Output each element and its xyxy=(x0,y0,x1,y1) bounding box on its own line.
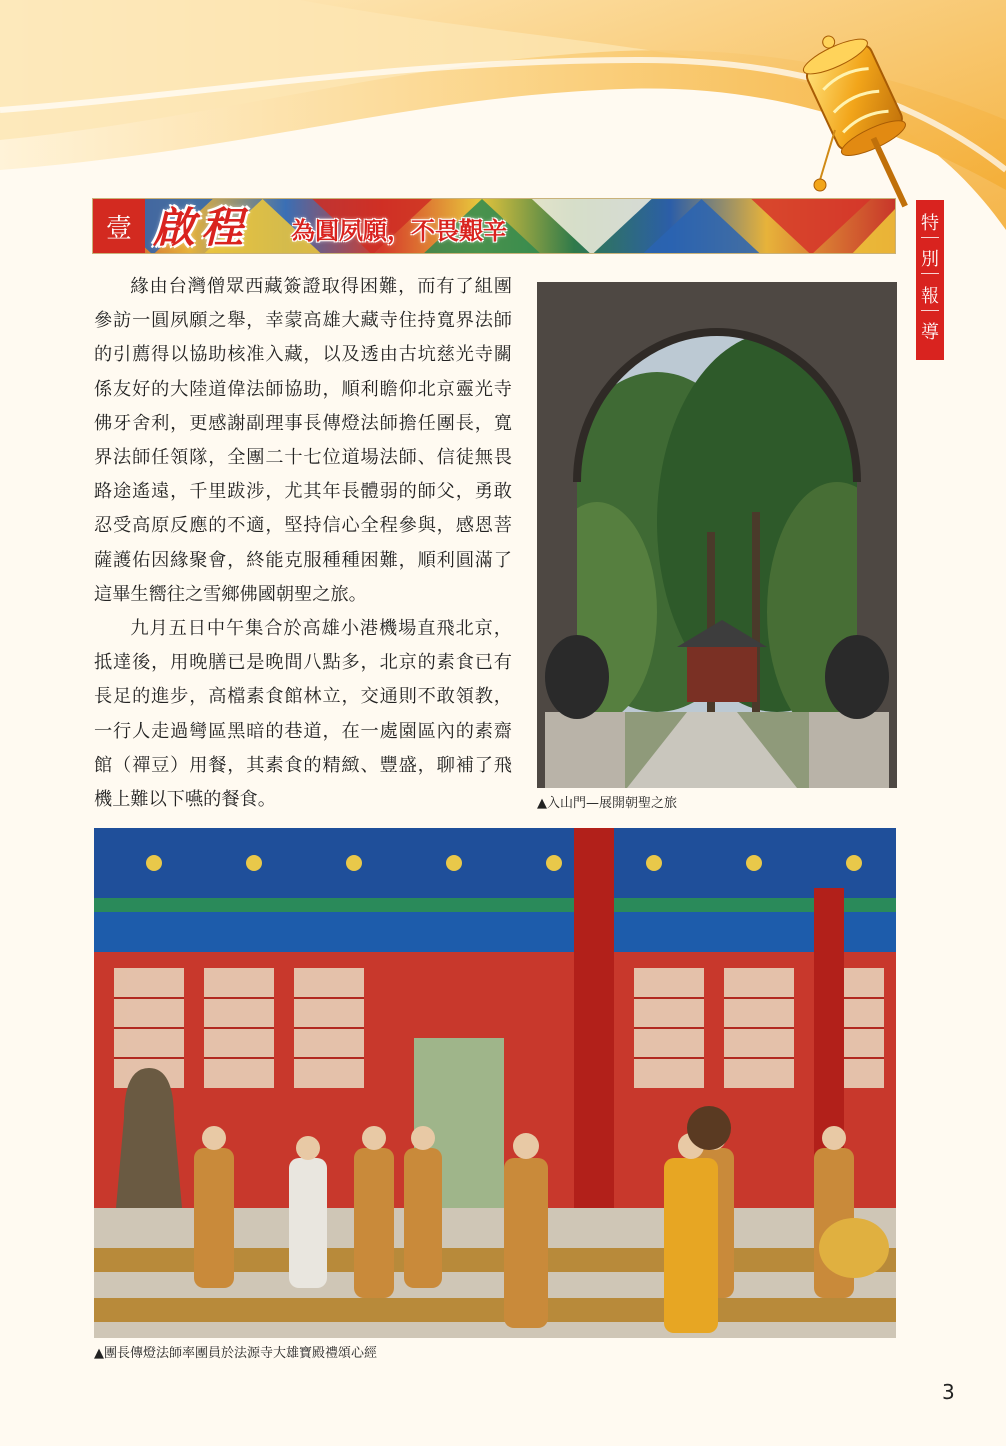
gate-photo-caption: ▲入山門—展開朝聖之旅 xyxy=(537,796,677,811)
section-tab-char: 特 xyxy=(921,214,939,238)
main-hall-chanting-photo xyxy=(94,828,896,1338)
section-tab-char: 導 xyxy=(921,321,939,343)
section-tab-special-report xyxy=(916,200,944,360)
section-tab-char: 別 xyxy=(921,250,939,274)
page-number: 3 xyxy=(942,1380,955,1404)
article-body xyxy=(94,270,512,817)
section-title: 啟程 xyxy=(153,203,250,252)
prayer-wheel-ornament xyxy=(790,30,940,220)
section-number: 壹 xyxy=(93,199,145,253)
article-paragraph: 九月五日中午集合於高雄小港機場直飛北京，抵達後，用晚膳已是晚間八點多，北京的素食已有長足的進步，高檔素食館林立，交通則不敢領教，一行人走過彎區黑暗的巷道，在一處園區內的素齋館（禪豆）用餐，其素食的精緻、豐盛，聊補了飛機上難以下嚥的餐食。 xyxy=(94,618,512,811)
section-subtitle: 為圓夙願，不畏艱辛 xyxy=(291,217,507,245)
section-tab-char: 報 xyxy=(921,287,939,311)
article-paragraph: 緣由台灣僧眾西藏簽證取得困難，而有了組團參訪一圓夙願之舉，幸蒙高雄大藏寺住持寬界法師的引薦得以協助核准入藏，以及透由古坑慈光寺關係友好的大陸道偉法師協助，順利瞻仰北京靈光寺佛牙舍利，更感謝副理事長傳燈法師擔任團長，寬界法師任領隊，全團二十七位道場法師、信徒無畏路途遙遠，千里跋涉，尤其年長體弱的師父，勇敢忍受高原反應的不適，堅持信心全程參與，感恩菩薩護佑因緣聚會，終能克服種種困難，順利圓滿了這畢生嚮往之雪鄉佛國朝聖之旅。 xyxy=(94,276,512,605)
temple-gate-photo xyxy=(537,282,897,788)
hall-photo-caption: ▲團長傳燈法師率團員於法源寺大雄寶殿禮頌心經 xyxy=(94,1346,377,1361)
section-header-banner xyxy=(92,198,896,254)
